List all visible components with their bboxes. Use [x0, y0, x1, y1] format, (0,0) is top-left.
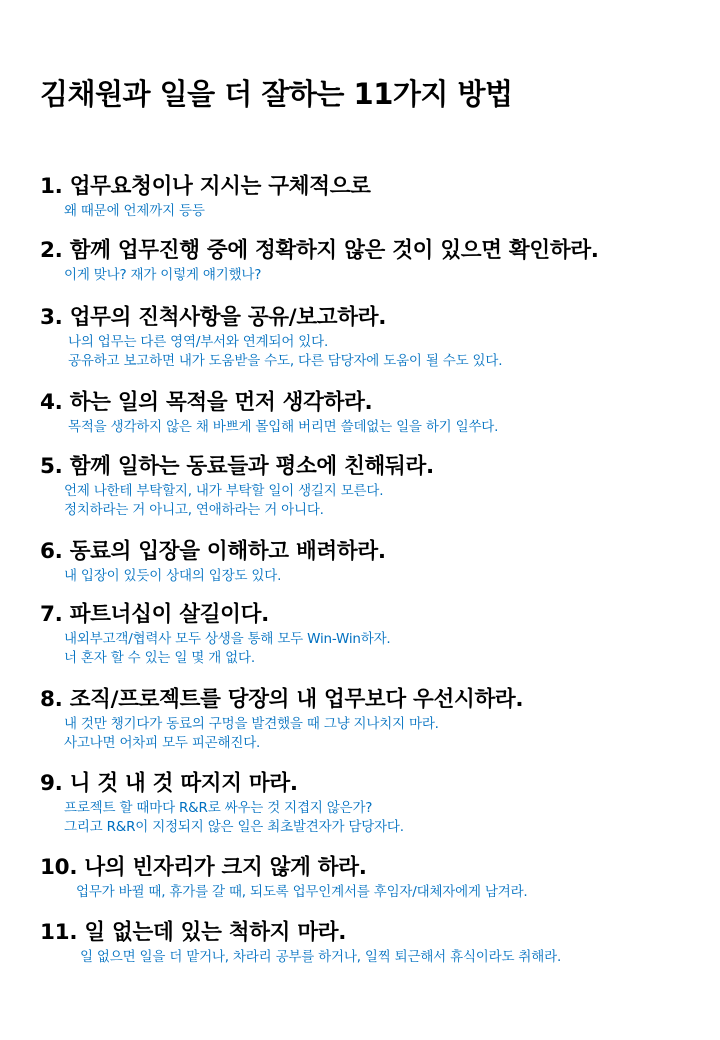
item-note: 일 없으면 일을 더 맡거나, 차라리 공부를 하거나, 일찍 퇴근해서 휴식이라도 취해라.	[80, 949, 562, 965]
item-heading: 2. 함께 업무진행 중에 정확하지 않은 것이 있으면 확인하라.	[40, 238, 599, 263]
item-note: 그리고 R&R이 지정되지 않은 일은 최초발견자가 담당자다.	[64, 819, 404, 835]
list-item	[40, 172, 710, 221]
list-item	[40, 537, 710, 586]
item-heading: 8. 조직/프로젝트를 당장의 내 업무보다 우선시하라.	[40, 687, 524, 712]
item-heading: 9. 니 것 내 것 따지지 마라.	[40, 771, 298, 796]
list-item	[40, 685, 710, 753]
list-item	[40, 600, 710, 668]
item-note: 왜 때문에 언제까지 등등	[64, 203, 205, 219]
item-note: 내외부고객/협력사 모두 상생을 통해 모두 Win-Win하자.	[64, 631, 391, 647]
list-item	[40, 452, 710, 520]
item-note: 정치하라는 거 아니고, 연애하라는 거 아니다.	[64, 502, 324, 518]
item-note: 너 혼자 할 수 있는 일 몇 개 없다.	[64, 650, 255, 666]
item-heading: 1. 업무요청이나 지시는 구체적으로	[40, 174, 371, 199]
item-note: 목적을 생각하지 않은 채 바쁘게 몰입해 버리면 쓸데없는 일을 하기 일쑤다.	[68, 419, 499, 435]
item-note: 사고나면 어차피 모두 피곤해진다.	[64, 735, 261, 751]
item-note: 업무가 바뀔 때, 휴가를 갈 때, 되도록 업무인계서를 후임자/대체자에게 남겨라.	[76, 884, 528, 900]
list-item	[40, 388, 710, 437]
item-heading: 10. 나의 빈자리가 크지 않게 하라.	[40, 855, 367, 880]
item-heading: 7. 파트너십이 살길이다.	[40, 602, 269, 627]
list-item	[40, 769, 710, 837]
item-note: 내 것만 챙기다가 동료의 구멍을 발견했을 때 그냥 지나치지 마라.	[64, 716, 439, 732]
page-title: 김채원과 일을 더 잘하는 11가지 방법	[40, 77, 513, 111]
list-item	[40, 918, 710, 967]
item-note: 언제 나한테 부탁할지, 내가 부탁할 일이 생길지 모른다.	[64, 483, 384, 499]
item-heading: 6. 동료의 입장을 이해하고 배려하라.	[40, 539, 386, 564]
item-note: 나의 업무는 다른 영역/부서와 연계되어 있다.	[68, 334, 329, 350]
item-note: 내 입장이 있듯이 상대의 입장도 있다.	[64, 568, 282, 584]
item-heading: 11. 일 없는데 있는 척하지 마라.	[40, 920, 347, 945]
list-item	[40, 303, 710, 371]
item-heading: 3. 업무의 진척사항을 공유/보고하라.	[40, 305, 387, 330]
item-heading: 5. 함께 일하는 동료들과 평소에 친해둬라.	[40, 454, 434, 479]
list-item	[40, 236, 710, 285]
item-note: 프로젝트 할 때마다 R&R로 싸우는 것 지겹지 않은가?	[64, 800, 373, 816]
list-item	[40, 853, 710, 902]
item-note: 공유하고 보고하면 내가 도움받을 수도, 다른 담당자에 도움이 될 수도 있다.	[68, 353, 503, 369]
item-heading: 4. 하는 일의 목적을 먼저 생각하라.	[40, 390, 373, 415]
item-note: 이게 맞나? 재가 이렇게 얘기했나?	[64, 267, 262, 283]
